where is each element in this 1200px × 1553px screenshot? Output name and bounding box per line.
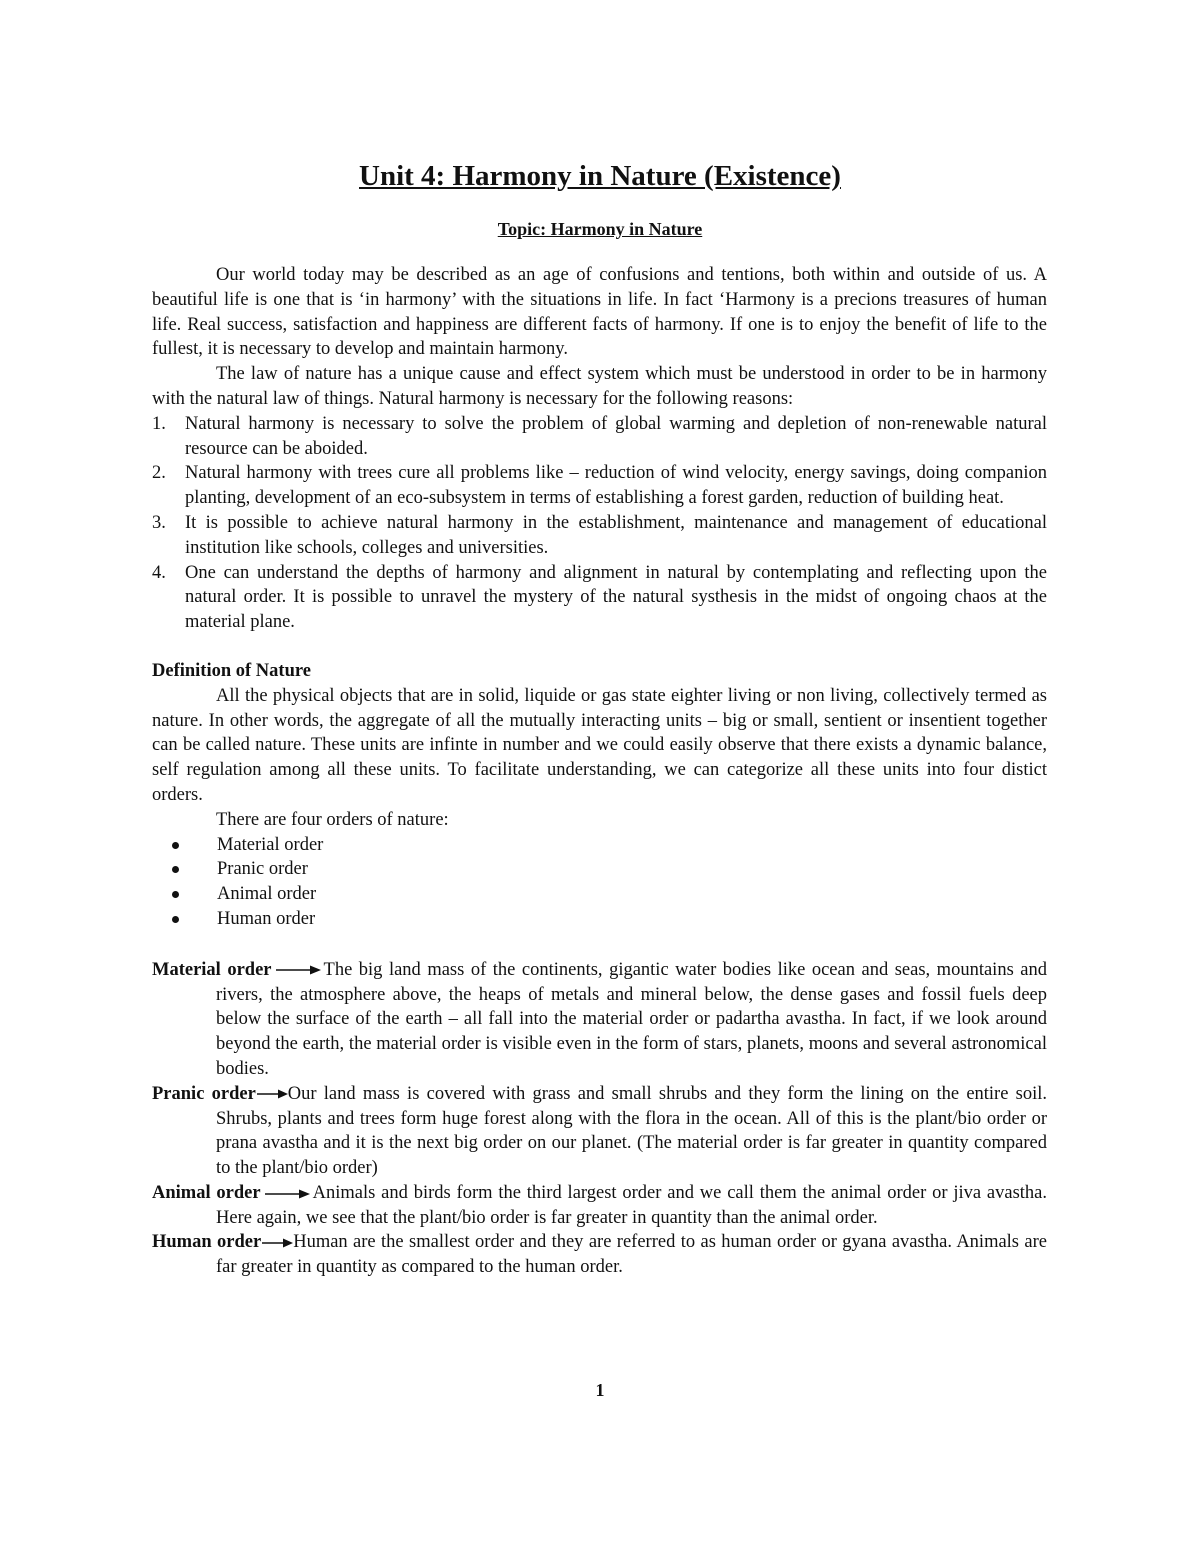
- entry-text: The big land mass of the continents, gigantic water bodies like ocean and seas, mountains and rivers, the atmosphere above, the heaps of metals and mineral below, the dense gases and fossil fuels deep below the surface of the earth – all fall into the material order or padartha avastha. In fact, if we look around beyond the earth, the material order is visible even in the form of stars, planets, moons and several astronomical bodies.: [216, 959, 1047, 1079]
- entry-label: Material order: [152, 959, 272, 980]
- list-number: 2.: [152, 463, 166, 484]
- document-body: [152, 263, 1047, 1280]
- pranic-order-entry: [152, 1082, 1047, 1181]
- order-name: Material order: [217, 834, 324, 855]
- list-item-text: Natural harmony with trees cure all problems like – reduction of wind velocity, energy savings, doing companion planting, development of an eco-subsystem in terms of establishing a forest garden, reduction of building heat.: [185, 463, 1047, 509]
- list-item: [152, 561, 1047, 635]
- arrow-right-icon: [256, 1088, 288, 1100]
- list-item: [152, 882, 1047, 907]
- order-name: Animal order: [217, 884, 317, 905]
- bullet-icon: [172, 891, 179, 898]
- order-details: [152, 958, 1047, 1280]
- entry-label: Pranic order: [152, 1083, 256, 1104]
- entry-text: Our land mass is covered with grass and small shrubs and they form the lining on the entire soil. Shrubs, plants and trees form huge forest along with the flora in the ocean. All of this is the plant/bio order or prana avastha and it is the next big order on our planet. (The material order is far greater in quantity compared to the plant/bio order): [216, 1083, 1047, 1179]
- list-item: [152, 833, 1047, 858]
- intro-paragraph-2: The law of nature has a unique cause and effect system which must be understood in order to be in harmony with the natural law of things. Natural harmony is necessary for the following reasons:: [152, 364, 1047, 409]
- document-title: Unit 4: Harmony in Nature (Existence): [359, 160, 841, 192]
- list-item: [152, 857, 1047, 882]
- list-item: [152, 511, 1047, 561]
- definition-paragraph: All the physical objects that are in solid, liquide or gas state eighter living or non living, collectively termed as nature. In other words, the aggregate of all the mutually interacting units – big or small, sentient or insentient together can be called nature. These units are infinte in number and we could easily observe that there exists a dynamic balance, self regulation among all these units. To facilitate understanding, we can categorize all these units into four distict orders.: [152, 685, 1047, 805]
- order-name: Pranic order: [217, 859, 308, 880]
- arrow-right-icon: [263, 1188, 311, 1200]
- topic-heading: Topic: Harmony in Nature: [497, 219, 703, 239]
- orders-intro: There are four orders of nature:: [216, 809, 449, 830]
- entry-text: Animals and birds form the third largest order and we call them the animal order or jiva avastha. Here again, we see that the plant/bio order is far greater in quantity than the animal order.: [216, 1182, 1047, 1228]
- list-number: 4.: [152, 562, 166, 583]
- list-number: 3.: [152, 512, 166, 533]
- entry-label: Human order: [152, 1232, 262, 1253]
- list-item: [152, 461, 1047, 511]
- material-order-entry: [152, 958, 1047, 1082]
- entry-label: Animal order: [152, 1182, 261, 1203]
- list-item-text: One can understand the depths of harmony and alignment in natural by contemplating and reflecting upon the natural order. It is possible to unravel the mystery of the natural systhesis in the midst of ongoing chaos at the material plane.: [185, 562, 1047, 633]
- intro-paragraph-1: Our world today may be described as an age of confusions and tentions, both within and outside of us. A beautiful life is one that is ‘in harmony’ with the situations in life. In fact ‘Harmony is a precions treasures of human life. Real success, satisfaction and happiness are different facts of harmony. If one is to enjoy the benefit of life to the fullest, it is necessary to develop and maintain harmony.: [152, 265, 1047, 360]
- list-item-text: Natural harmony is necessary to solve the problem of global warming and depletion of non-renewable natural resource can be aboided.: [185, 413, 1047, 459]
- definition-heading: Definition of Nature: [152, 660, 311, 681]
- bullet-icon: [172, 842, 179, 849]
- list-item: [152, 412, 1047, 462]
- arrow-right-icon: [274, 964, 322, 976]
- entry-text: Human are the smallest order and they are referred to as human order or gyana avastha. Animals are far greater in quantity as compared to the human order.: [216, 1232, 1047, 1278]
- orders-list: [152, 833, 1047, 932]
- list-item: [152, 907, 1047, 932]
- human-order-entry: [152, 1230, 1047, 1280]
- list-item-text: It is possible to achieve natural harmony in the establishment, maintenance and management of educational institution like schools, colleges and universities.: [185, 512, 1047, 558]
- list-number: 1.: [152, 413, 166, 434]
- page-number: 1: [595, 1380, 605, 1400]
- reasons-list: [152, 412, 1047, 635]
- animal-order-entry: [152, 1181, 1047, 1231]
- arrow-right-icon: [261, 1237, 293, 1249]
- bullet-icon: [172, 866, 179, 873]
- bullet-icon: [172, 916, 179, 923]
- order-name: Human order: [217, 908, 316, 929]
